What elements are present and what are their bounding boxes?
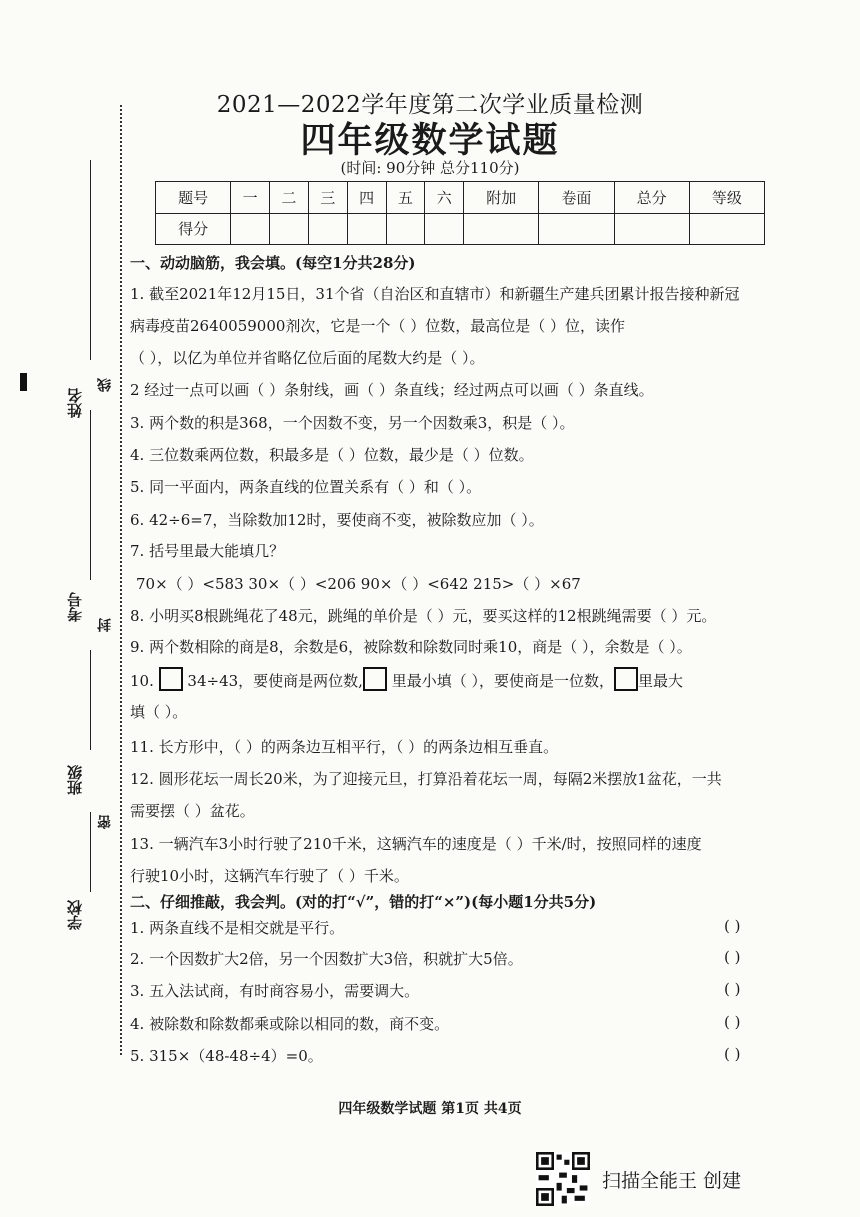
section2-heading: 二、仔细推敲，我会判。(对的打“√”，错的打“×”)(每小题1分共5分) [130, 893, 597, 911]
question-line: 3. 两个数的积是368，一个因数不变，另一个因数乘3，积是（ ）。 [130, 414, 575, 432]
question-line: 1. 截至2021年12月15日，31个省（自治区和直辖市）和新疆生产建兵团累计报告接种新冠 [130, 285, 740, 303]
name-blank-line [90, 160, 91, 360]
score-table-score-row [156, 213, 765, 245]
blank-box[interactable] [363, 667, 387, 691]
blank-box[interactable] [614, 667, 638, 691]
question-line: 2 经过一点可以画（ ）条射线，画（ ）条直线；经过两点可以画（ ）条直线。 [130, 381, 654, 399]
seal-line-char: 线 [97, 378, 113, 392]
question-line: 5. 同一平面内，两条直线的位置关系有（ ）和（ ）。 [130, 478, 482, 496]
name-label: 姓名 [66, 388, 84, 418]
q10-text: 里最大 [638, 672, 684, 690]
score-cell: 题号 [156, 182, 231, 214]
score-input-cell[interactable] [308, 213, 347, 245]
score-input-cell[interactable] [464, 213, 539, 245]
score-input-cell[interactable] [614, 213, 689, 245]
question-line: 7. 括号里最大能填几？ [130, 542, 285, 560]
question-line: 9. 两个数相除的商是8，余数是6，被除数和除数同时乘10，商是（ ），余数是（ ）。 [130, 638, 692, 656]
question-line: 填（ ）。 [130, 703, 188, 721]
scanner-watermark-text: 扫描全能王 创建 [602, 1170, 742, 1192]
answer-paren[interactable]: ( ) [724, 980, 741, 998]
judgement-item: 4. 被除数和除数都乘或除以相同的数，商不变。 [130, 1015, 450, 1033]
q10-number: 10. [130, 672, 154, 690]
binding-dotted-line [120, 105, 122, 1055]
school-label: 学校 [66, 900, 84, 930]
judgement-item: 5. 315×（48-48÷4）=0。 [130, 1047, 323, 1065]
page-title: 四年级数学试题 [300, 120, 560, 161]
exam-period-heading: 2021—2022学年度第二次学业质量检测 [216, 92, 644, 118]
score-cell: 附加 [464, 182, 539, 214]
binding-marker [20, 373, 27, 391]
q10-text: 34÷43，要使商是两位数, [187, 672, 363, 690]
question-line: 行驶10小时，这辆汽车行驶了（ ）千米。 [130, 867, 409, 885]
score-input-cell[interactable] [689, 213, 764, 245]
exam-time-info: (时间: 90分钟 总分110分) [340, 159, 520, 177]
score-input-cell[interactable] [347, 213, 386, 245]
page-footer: 四年级数学试题 第1页 共4页 [338, 1101, 522, 1117]
score-cell: 二 [270, 182, 309, 214]
answer-paren[interactable]: ( ) [724, 917, 741, 935]
section1-heading: 一、动动脑筋，我会填。(每空1分共28分) [130, 254, 416, 272]
question-line: 病毒疫苗2640059000剂次，它是一个（ ）位数，最高位是（ ）位，读作 [130, 317, 625, 335]
score-cell: 等级 [689, 182, 764, 214]
blank-box[interactable] [159, 667, 183, 691]
score-input-cell[interactable] [539, 213, 614, 245]
seal-char: 封 [97, 618, 113, 632]
q10-text: 里最小填（ ），要使商是一位数， [391, 672, 614, 690]
answer-paren[interactable]: ( ) [724, 1045, 741, 1063]
class-label: 班级 [66, 765, 84, 795]
answer-paren[interactable]: ( ) [724, 1013, 741, 1031]
exam-no-label: 考号 [66, 592, 84, 622]
score-cell: 总分 [614, 182, 689, 214]
score-table [155, 181, 765, 245]
judgement-item: 2. 一个因数扩大2倍，另一个因数扩大3倍，积就扩大5倍。 [130, 950, 523, 968]
score-input-cell[interactable] [425, 213, 464, 245]
school-blank-line [90, 812, 91, 892]
score-input-cell[interactable] [270, 213, 309, 245]
score-input-cell[interactable] [386, 213, 425, 245]
question-line: 需要摆（ ）盆花。 [130, 802, 255, 820]
score-cell: 三 [308, 182, 347, 214]
question-line: 70×（ ）<583 30×（ ）<206 90×（ ）<642 215>（ ）×67 [136, 575, 581, 593]
question-line: 4. 三位数乘两位数，积最多是（ ）位数，最少是（ ）位数。 [130, 446, 534, 464]
judgement-item: 3. 五入法试商，有时商容易小，需要调大。 [130, 982, 420, 1000]
judgement-item: 1. 两条直线不是相交就是平行。 [130, 919, 345, 937]
exam-no-blank-line [90, 410, 91, 580]
class-blank-line [90, 650, 91, 750]
score-cell: 一 [231, 182, 270, 214]
score-cell: 卷面 [539, 182, 614, 214]
question-line: （ ），以亿为单位并省略亿位后面的尾数大约是（ ）。 [130, 349, 485, 367]
seal-secret-char: 密 [97, 815, 113, 829]
score-table-header-row [156, 182, 765, 214]
question-line: 12. 圆形花坛一周长20米，为了迎接元旦，打算沿着花坛一周，每隔2米摆放1盆花，一共 [130, 770, 722, 788]
question-line: 6. 42÷6=7，当除数加12时，要使商不变，被除数应加（ ）。 [130, 511, 544, 529]
score-input-cell[interactable] [231, 213, 270, 245]
qr-code-icon [536, 1152, 590, 1206]
question-line: 8. 小明买8根跳绳花了48元，跳绳的单价是（ ）元，要买这样的12根跳绳需要（ ）元。 [130, 607, 717, 625]
score-cell: 四 [347, 182, 386, 214]
score-cell: 六 [425, 182, 464, 214]
question-10 [130, 667, 683, 691]
score-cell: 五 [386, 182, 425, 214]
question-line: 11. 长方形中，（ ）的两条边互相平行，（ ）的两条边相互垂直。 [130, 738, 559, 756]
question-line: 13. 一辆汽车3小时行驶了210千米，这辆汽车的速度是（ ）千米/时，按照同样的速度 [130, 835, 702, 853]
score-row-label: 得分 [156, 213, 231, 245]
answer-paren[interactable]: ( ) [724, 948, 741, 966]
